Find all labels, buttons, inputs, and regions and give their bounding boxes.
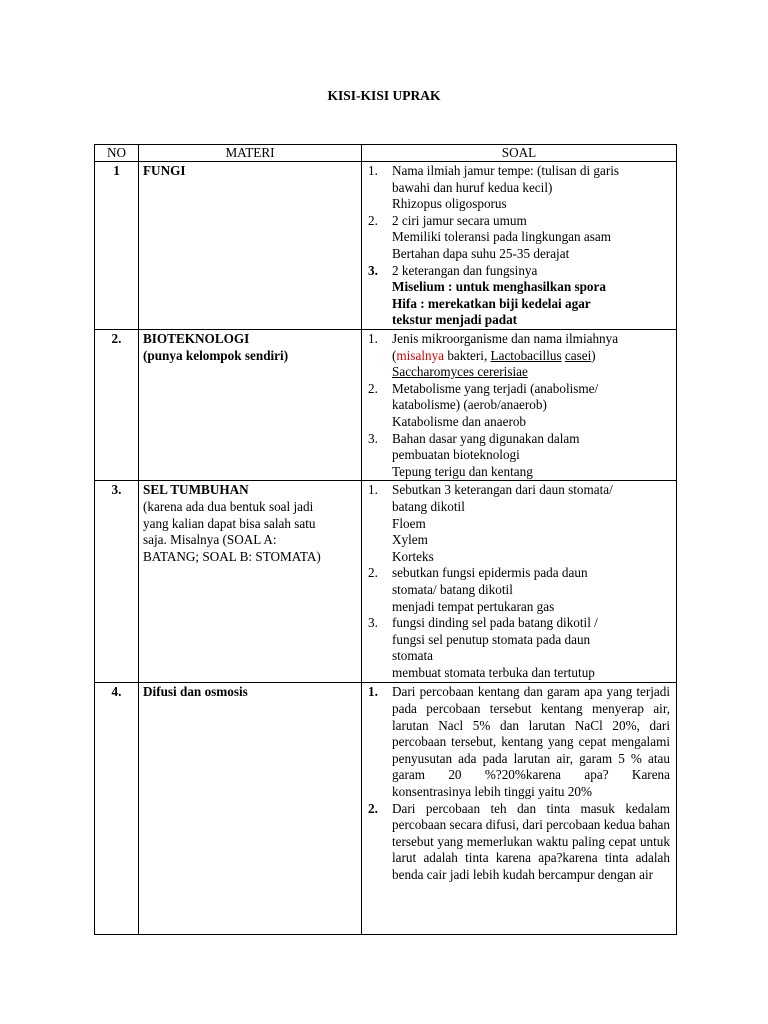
plain-text: bakteri, [444,347,491,363]
highlight-red-text: misalnya [396,347,445,363]
question-number: 1. [368,684,378,700]
answer-text: Floem [392,515,426,531]
materi-title: BIOTEKNOLOGI [143,331,250,346]
soal-cell [362,330,677,481]
header-soal: SOAL [362,145,677,162]
answer-text: Xylem [392,532,428,548]
question-number: 1. [368,163,378,178]
question-text: batang dikotil [392,498,465,514]
question-text: katabolisme) (aerob/anaerob) [392,397,547,413]
question-list [368,163,670,329]
question-list [368,331,670,480]
answer-text: Bertahan dapa suhu 25-35 derajat [392,245,570,261]
row-number: 1 [95,162,139,330]
row-number: 4. [95,683,139,935]
question-item [368,431,670,481]
question-text: stomata/ batang dikotil [392,581,513,597]
question-number: 2. [368,380,378,396]
materi-note: yang kalian dapat bisa salah satu [143,515,316,531]
question-number: 3. [368,615,378,631]
soal-cell [362,683,677,935]
question-text: fungsi dinding sel pada batang dikotil / [392,615,598,631]
question-text: 2 keterangan dan fungsinya [392,262,538,278]
table-row [95,162,677,330]
question-item [368,565,670,615]
kisi-kisi-table [94,144,677,935]
question-number: 1. [368,331,378,346]
materi-note: saja. Misalnya (SOAL A: [143,532,277,548]
materi-title: SEL TUMBUHAN [143,482,249,498]
answer-text: Katabolisme dan anaerob [392,413,527,429]
materi-note: (karena ada dua bentuk soal jadi [143,498,314,514]
question-item [368,684,670,800]
question-text: Dari percobaan kentang dan garam apa yang terjadi pada percobaan tersebut kentang menyerap air, larutan Nacl 5% dan larutan NaCl 20%, dari percobaan tersebut, kentang yang cepat mengalami penyusutan ada pada larutan air, garam 5 % atau garam 20 %?20%karena apa? Karena konsentrasinya lebih tinggi yaitu 20% [392,684,670,799]
question-item [368,801,670,884]
question-text: Metabolisme yang terjadi (anabolisme/ [392,380,599,396]
question-item [368,163,670,213]
table-row [95,481,677,683]
question-number: 3. [368,430,378,446]
question-text: Sebutkan 3 keterangan dari daun stomata/ [392,482,613,498]
answer-text: Miselium : untuk menghasilkan spora [392,279,606,295]
answer-text: Hifa : merekatkan biji kedelai agar [392,295,591,311]
materi-cell [139,162,362,330]
question-item [368,213,670,263]
question-text: Bahan dasar yang digunakan dalam [392,430,580,446]
question-text: Jenis mikroorganisme dan nama ilmiahnya [392,331,619,346]
answer-text: Saccharomyces cererisiae [392,364,528,380]
question-text: sebutkan fungsi epidermis pada daun [392,565,588,581]
materi-cell [139,481,362,683]
document-title: KISI-KISI UPRAK [327,88,441,103]
question-number: 2. [368,212,378,228]
materi-cell [139,330,362,481]
materi-note: BATANG; SOAL B: STOMATA) [143,548,321,564]
answer-text: Tepung terigu dan kentang [392,463,533,479]
row-number: 2. [95,330,139,481]
question-text [392,348,670,365]
question-item [368,263,670,329]
question-item [368,482,670,565]
header-no: NO [95,145,139,162]
materi-title: Difusi dan osmosis [143,684,248,700]
question-list [368,482,670,681]
answer-text: Rhizopus oligosporus [392,196,507,212]
materi-subtitle: (punya kelompok sendiri) [143,347,289,363]
answer-text: Memiliki toleransi pada lingkungan asam [392,229,612,245]
materi-title: FUNGI [143,163,186,178]
question-text: pembuatan bioteknologi [392,447,520,463]
question-text: Dari percobaan teh dan tinta masuk kedalam percobaan secara difusi, dari percobaan kedua bahan tersebut yang memerlukan waktu paling cepat untuk larut adalah tinta karena apa?karena tinta adalah benda cair jadi lebih kudah bercampur dengan air [392,800,670,882]
answer-text: tekstur menjadi padat [392,312,518,328]
question-text: fungsi sel penutup stomata pada daun [392,631,591,647]
question-number: 1. [368,482,378,498]
row-number: 3. [95,481,139,683]
question-text: Nama ilmiah jamur tempe: (tulisan di garis [392,163,620,178]
answer-text: Korteks [392,548,434,564]
underlined-text: Lactobacillus [490,347,562,363]
question-text: stomata [392,648,434,664]
materi-cell [139,683,362,935]
table-header-row [95,145,677,162]
table-row [95,330,677,481]
question-item [368,615,670,681]
table-row [95,683,677,935]
paren-open: ( [392,347,397,363]
question-number: 2. [368,800,378,816]
question-number: 3. [368,262,378,278]
soal-cell [362,162,677,330]
answer-text: menjadi tempat pertukaran gas [392,598,555,614]
paren-close: ) [591,347,596,363]
answer-text: membuat stomata terbuka dan tertutup [392,664,595,680]
question-item [368,381,670,431]
question-item [368,331,670,381]
question-list [368,684,670,883]
question-number: 2. [368,565,378,581]
header-materi: MATERI [139,145,362,162]
soal-cell [362,481,677,683]
underlined-text: casei [564,347,592,363]
question-text: bawahi dan huruf kedua kecil) [392,179,553,195]
question-text: 2 ciri jamur secara umum [392,212,527,228]
